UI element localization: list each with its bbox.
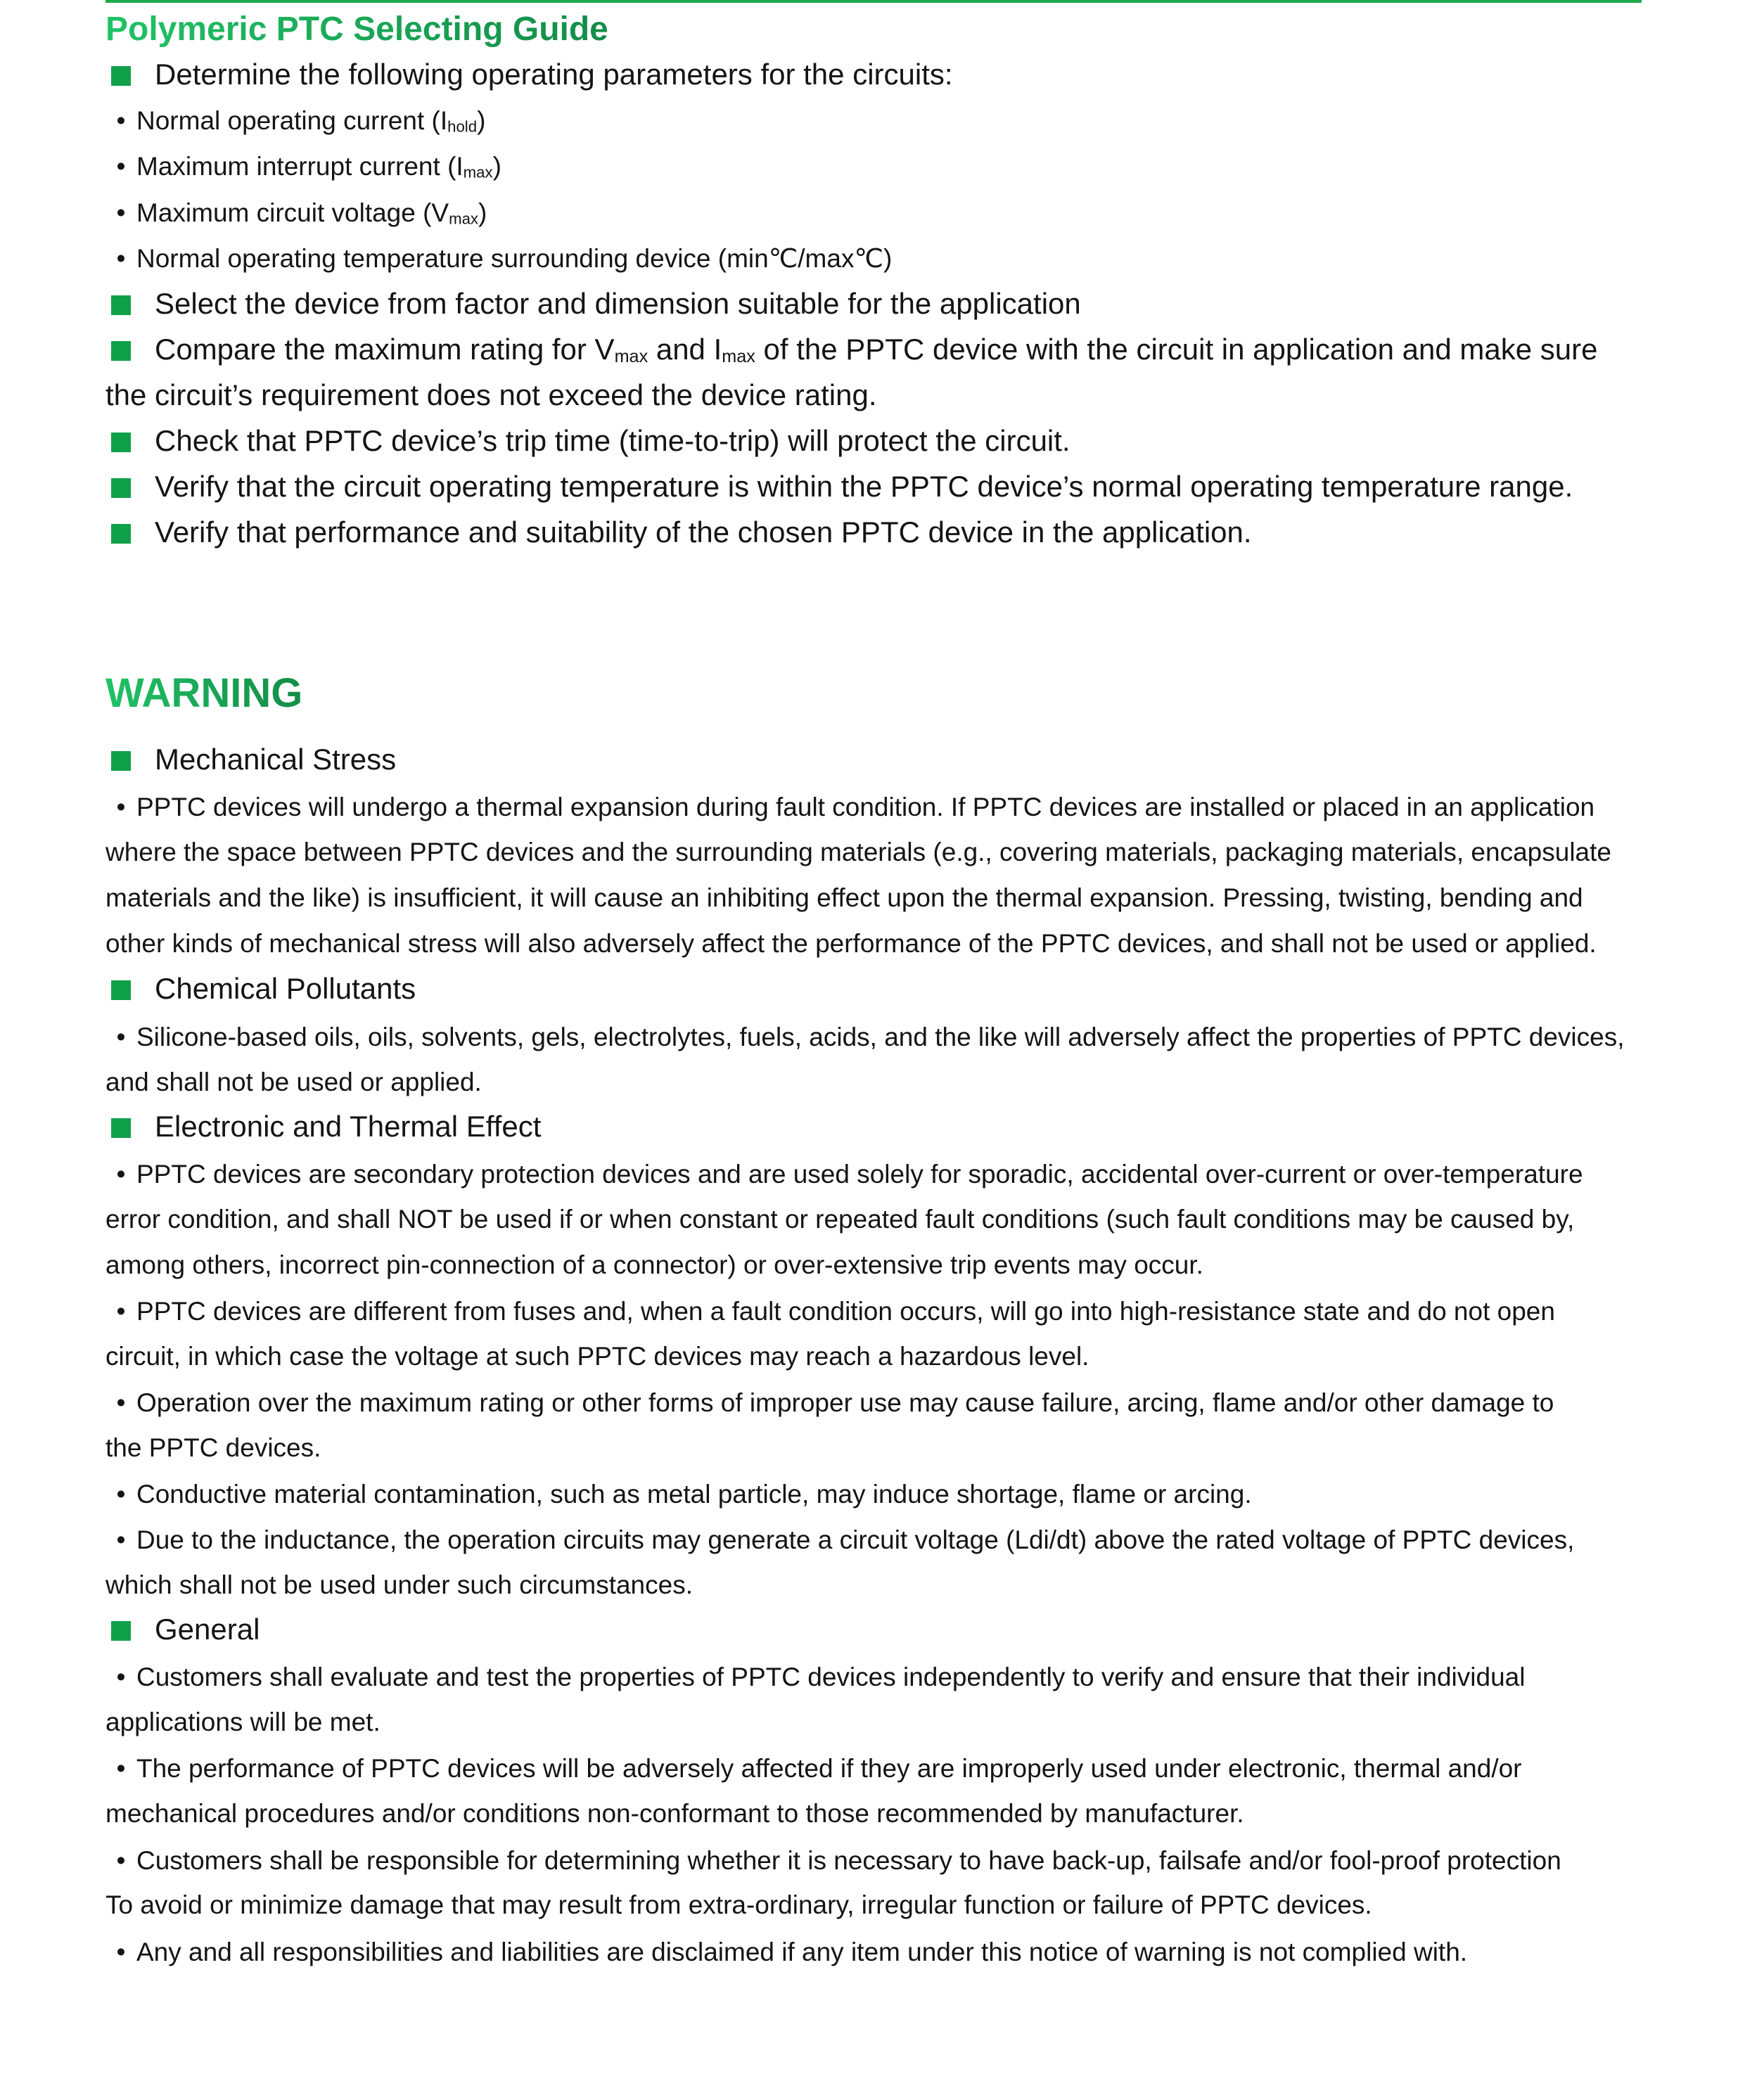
green-square-bullet-icon bbox=[111, 980, 131, 1000]
dot-bullet-icon: • bbox=[116, 1023, 126, 1051]
guide-step-select: Select the device from factor and dimension suitable for the application bbox=[106, 281, 1653, 326]
electronic-text-line: • Due to the inductance, the operation circuits may generate a circuit voltage (Ldi/dt) above the rated voltage of PPTC devices, bbox=[106, 1518, 1653, 1563]
general-text-line: mechanical procedures and/or conditions non-conformant to those recommended by manufacturer. bbox=[106, 1799, 1244, 1828]
green-square-bullet-icon bbox=[111, 478, 131, 498]
general-text-line: • Customers shall be responsible for determining whether it is necessary to have back-up, failsafe and/or fool-proof protection bbox=[106, 1838, 1653, 1883]
param-max-voltage: • Maximum circuit voltage $(V_{max})$ bbox=[106, 191, 1653, 236]
general-text-line: • The performance of PPTC devices will be adversely affected if they are improperly used under electronic, thermal and/or bbox=[106, 1746, 1653, 1791]
dot-bullet-icon: • bbox=[116, 198, 126, 227]
green-square-bullet-icon bbox=[111, 751, 131, 771]
electronic-text-line: among others, incorrect pin-connection of a connector) or over-extensive trip events may occur. bbox=[106, 1250, 1203, 1279]
warning-title: WARNING bbox=[106, 667, 302, 719]
green-square-bullet-icon bbox=[111, 524, 131, 544]
mechanical-text-line: where the space between PPTC devices and the surrounding materials (e.g., covering materials, packaging materials, encapsulate bbox=[106, 838, 1611, 866]
electronic-text-line: • PPTC devices are secondary protection devices and are used solely for sporadic, accidental over-current or over-temperature bbox=[106, 1152, 1653, 1197]
chemical-pollutants-heading: Chemical Pollutants bbox=[106, 966, 1653, 1011]
electronic-text-line: error condition, and shall NOT be used if or when constant or repeated fault conditions (such fault conditions may be caused by, bbox=[106, 1205, 1575, 1234]
dot-bullet-icon: • bbox=[116, 1297, 126, 1326]
green-square-bullet-icon bbox=[111, 1621, 131, 1641]
dot-bullet-icon: • bbox=[116, 1480, 126, 1509]
electronic-text-line: • Conductive material contamination, such as metal particle, may induce shortage, flame or arcing. bbox=[106, 1472, 1653, 1517]
guide-step-verify: Verify that performance and suitability of the chosen PPTC device in the application. bbox=[106, 510, 1653, 555]
green-square-bullet-icon bbox=[111, 295, 131, 315]
step-text: Determine the following operating parameters for the circuits: bbox=[155, 58, 953, 91]
general-heading: General bbox=[106, 1607, 1653, 1652]
electronic-text-line: • Operation over the maximum rating or other forms of improper use may cause failure, arcing, flame and/or other damage to bbox=[106, 1381, 1653, 1426]
dot-bullet-icon: • bbox=[116, 1938, 126, 1966]
chemical-text-line: • Silicone-based oils, oils, solvents, gels, electrolytes, fuels, acids, and the like will adversely affect the properties of PPTC devices, bbox=[106, 1015, 1653, 1060]
electronic-text-line: circuit, in which case the voltage at such PPTC devices may reach a hazardous level. bbox=[106, 1342, 1089, 1371]
green-square-bullet-icon bbox=[111, 433, 131, 452]
guide-step-temperature: Verify that the circuit operating temperature is within the PPTC device’s normal operating temperature range. bbox=[106, 464, 1653, 509]
mechanical-text-line: • PPTC devices will undergo a thermal expansion during fault condition. If PPTC devices are installed or placed in an application bbox=[106, 785, 1653, 830]
electronic-text-line: the PPTC devices. bbox=[106, 1433, 321, 1462]
general-text-line: To avoid or minimize damage that may result from extra-ordinary, irregular function or failure of PPTC devices. bbox=[106, 1890, 1372, 1919]
guide-step-parameters bbox=[106, 52, 1653, 97]
green-square-bullet-icon bbox=[111, 341, 131, 361]
dot-bullet-icon: • bbox=[116, 1160, 126, 1189]
general-text-line: • Any and all responsibilities and liabilities are disclaimed if any item under this notice of warning is not complied with. bbox=[106, 1930, 1653, 1975]
electronic-text-line: • PPTC devices are different from fuses and, when a fault condition occurs, will go into high-resistance state and do not open bbox=[106, 1289, 1653, 1334]
general-text-line: • Customers shall evaluate and test the properties of PPTC devices independently to verify and ensure that their individual bbox=[106, 1655, 1653, 1700]
electronic-text-line: which shall not be used under such circumstances. bbox=[106, 1570, 693, 1599]
dot-bullet-icon: • bbox=[116, 1388, 126, 1417]
guide-title: Polymeric PTC Selecting Guide bbox=[106, 7, 608, 52]
dot-bullet-icon: • bbox=[116, 152, 126, 181]
dot-bullet-icon: • bbox=[116, 1525, 126, 1554]
top-divider bbox=[106, 0, 1642, 3]
mechanical-text-line: materials and the like) is insufficient, it will cause an inhibiting effect upon the thermal expansion. Pressing, twisting, bending and bbox=[106, 883, 1583, 912]
mechanical-text-line: other kinds of mechanical stress will also adversely affect the performance of the PPTC devices, and shall not be used or applied. bbox=[106, 929, 1597, 958]
param-temperature: • Normal operating temperature surrounding device (min℃/max℃) bbox=[106, 236, 1653, 281]
param-max-current: • Maximum interrupt current $(I_{max})$ bbox=[106, 144, 1653, 189]
chemical-text-line: and shall not be used or applied. bbox=[106, 1068, 482, 1096]
guide-step-trip-time: Check that PPTC device’s trip time (time-to-trip) will protect the circuit. bbox=[106, 418, 1653, 463]
dot-bullet-icon: • bbox=[116, 1754, 126, 1783]
green-square-bullet-icon bbox=[111, 1118, 131, 1138]
green-square-bullet-icon bbox=[111, 66, 131, 86]
guide-step-compare-continued: the circuit’s requirement does not exceed the device rating. bbox=[106, 378, 877, 411]
guide-step-compare: Compare the maximum rating for $V_{max}$ and $I_{max}$ of the PPTC device with the circuit in application and make sure bbox=[106, 327, 1653, 372]
dot-bullet-icon: • bbox=[116, 244, 126, 273]
dot-bullet-icon: • bbox=[116, 106, 126, 135]
electronic-thermal-heading: Electronic and Thermal Effect bbox=[106, 1104, 1653, 1149]
general-text-line: applications will be met. bbox=[106, 1708, 381, 1736]
dot-bullet-icon: • bbox=[116, 1663, 126, 1691]
dot-bullet-icon: • bbox=[116, 1846, 126, 1875]
param-hold-current: • Normal operating current $(I_{hold})$ bbox=[106, 98, 1653, 143]
mechanical-stress-heading: Mechanical Stress bbox=[106, 737, 1653, 782]
dot-bullet-icon: • bbox=[116, 793, 126, 821]
